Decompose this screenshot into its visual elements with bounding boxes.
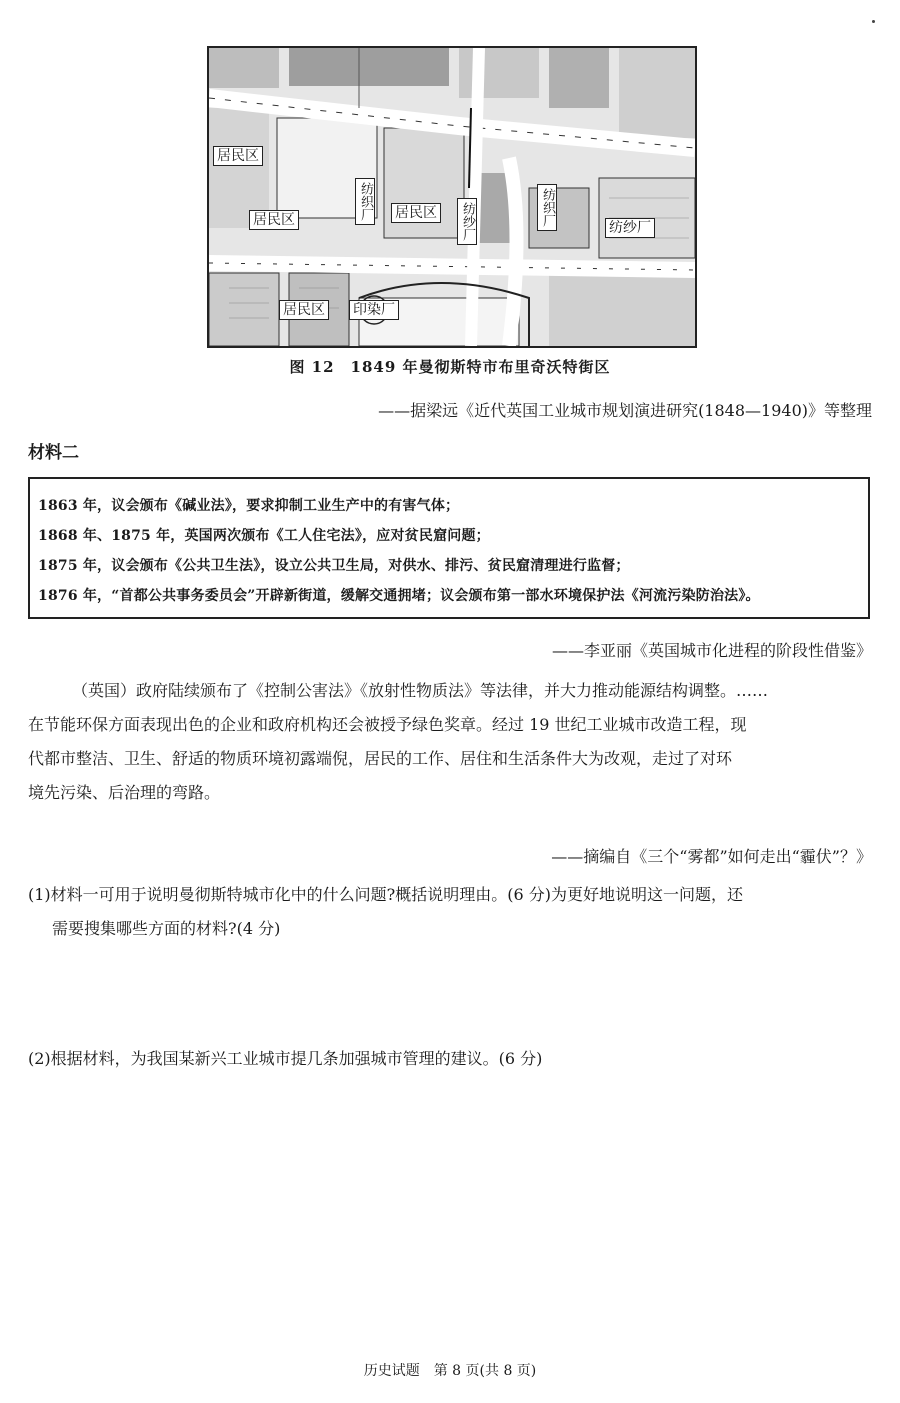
paragraph-line: 代都市整洁、卫生、舒适的物质环境初露端倪，居民的工作、居住和生活条件大为改观，走过了对环 bbox=[28, 749, 733, 768]
map-label-residential: 居民区 bbox=[279, 300, 329, 320]
material-two-paragraph bbox=[28, 674, 874, 810]
law-item: 1876 年，“首都公共事务委员会”开辟新街道，缓解交通拥堵；议会颁布第一部水环境保护法《河流污染防治法》。 bbox=[38, 588, 760, 604]
material-two-heading: 材料二 bbox=[28, 443, 79, 463]
figure-source: ——据梁远《近代英国工业城市规划演进研究(1848—1940)》等整理 bbox=[378, 401, 872, 420]
law-list-box bbox=[28, 477, 870, 619]
paragraph-line: （英国）政府陆续颁布了《控制公害法》《放射性物质法》等法律，并大力推动能源结构调整。…… bbox=[72, 681, 769, 700]
question-two: (2)根据材料，为我国某新兴工业城市提几条加强城市管理的建议。(6 分) bbox=[28, 1049, 543, 1068]
paragraph-line: 在节能环保方面表现出色的企业和政府机构还会被授予绿色奖章。经过 19 世纪工业城市改造工程，现 bbox=[28, 715, 747, 734]
paragraph-source: ——摘编自《三个“雾都”如何走出“霾伏”？》 bbox=[551, 847, 872, 866]
material-two-source: ——李亚丽《英国城市化进程的阶段性借鉴》 bbox=[551, 641, 872, 660]
map-label-print-dye-mill: 印染厂 bbox=[349, 300, 399, 320]
map-label-residential: 居民区 bbox=[213, 146, 263, 166]
paragraph-line: 境先污染、后治理的弯路。 bbox=[28, 783, 221, 802]
map-label-mill-vertical: 纺织厂 bbox=[537, 184, 557, 231]
law-item: 1863 年，议会颁布《碱业法》，要求抑制工业生产中的有害气体； bbox=[38, 498, 460, 514]
map-label-residential: 居民区 bbox=[249, 210, 299, 230]
map-label-mill-vertical: 纺织厂 bbox=[355, 178, 375, 225]
page-footer: 历史试题 第 8 页(共 8 页) bbox=[363, 1363, 537, 1379]
question-one-line: (1)材料一可用于说明曼彻斯特城市化中的什么问题?概括说明理由。(6 分)为更好地说明这一问题，还 bbox=[28, 885, 743, 904]
scan-speck bbox=[872, 20, 875, 23]
law-item: 1875 年，议会颁布《公共卫生法》，设立公共卫生局，对供水、排污、贫民窟清理进行监督； bbox=[38, 558, 630, 574]
street-map-figure bbox=[207, 46, 697, 348]
map-label-textile-mill: 纺纱厂 bbox=[605, 218, 655, 238]
question-one-line: 需要搜集哪些方面的材料?(4 分) bbox=[52, 919, 281, 938]
law-item: 1868 年、1875 年，英国两次颁布《工人住宅法》，应对贫民窟问题； bbox=[38, 528, 490, 544]
map-label-mill-vertical: 纺纱厂 bbox=[457, 198, 477, 245]
question-one bbox=[28, 878, 874, 946]
figure-caption: 图 12 1849 年曼彻斯特市布里奇沃特街区 bbox=[289, 358, 611, 376]
map-label-residential: 居民区 bbox=[391, 203, 441, 223]
